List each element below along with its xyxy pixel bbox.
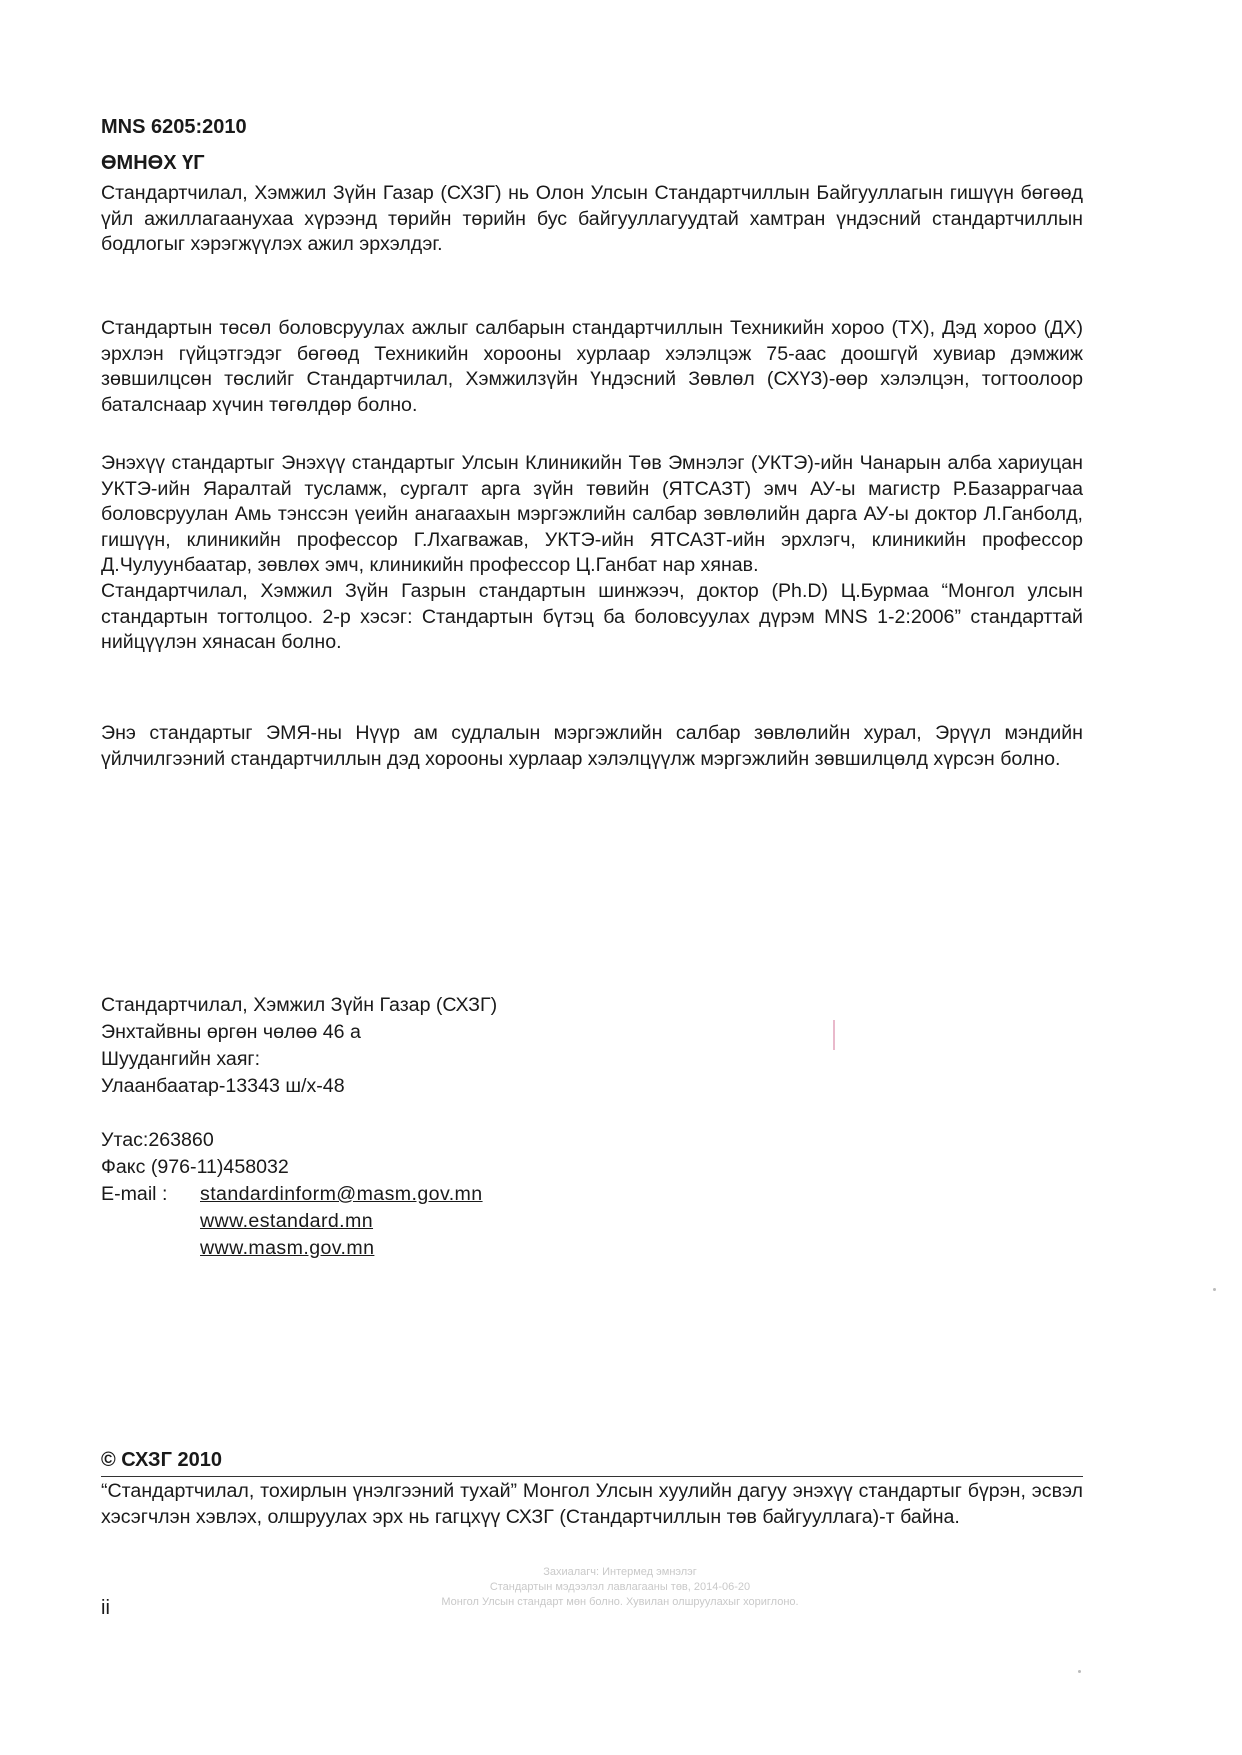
scan-speck (1213, 1288, 1216, 1291)
postal-address (101, 992, 497, 1100)
address-line: Улаанбаатар-13343 ш/х-48 (101, 1075, 345, 1097)
address-line: Стандартчилал, Хэмжил Зүйн Газар (СХЗГ) (101, 994, 498, 1016)
website-row (101, 1208, 483, 1235)
contact-info (101, 1127, 483, 1262)
legal-text: “Стандартчилал, тохирлын үнэлгээний тухай” Монгол Улсын хуулийн дагуу энэхүү стандартыг бүрэн, эсвэл хэсэгчлэн хэвлэх, олшруулах эрх нь гагцхүү СХЗГ (Стандартчиллын төв байгууллага)-т байна. (101, 1480, 1083, 1528)
legal-notice (101, 1479, 1083, 1530)
website-row (101, 1235, 483, 1262)
email-label: E-mail : (101, 1183, 168, 1205)
document-id: MNS 6205:2010 (101, 116, 247, 138)
website-spacer (101, 1235, 200, 1262)
website-link-estandard[interactable]: www.estandard.mn (200, 1210, 374, 1232)
foreword-paragraph-1 (101, 181, 1083, 258)
watermark-line: Захиалагч: Интермед эмнэлэг (543, 1566, 697, 1578)
address-line: Энхтайвны өргөн чөлөө 46 а (101, 1021, 361, 1043)
scan-speck (1078, 1670, 1081, 1673)
copyright-title: © СХЗГ 2010 (101, 1449, 222, 1471)
paragraph-text: Стандартчилал, Хэмжил Зүйн Газар (СХЗГ) нь Олон Улсын Стандартчиллын Байгууллагын гишүүн бөгөөд үйл ажиллагаанyхаа хүрээнд төрийн төрийн бус байгууллагуудтай хамтран үндэсний стандартчиллын бодлогыг хэрэгжүүлэх ажил эрхэлдэг. (101, 182, 1083, 256)
watermark-line: Монгол Улсын стандарт мөн болно. Хувилан олшруулахыг хориглоно. (441, 1596, 799, 1608)
paragraph-text: Энэ стандартыг ЭМЯ-ны Нүүр ам судлалын мэргэжлийн салбар зөвлөлийн хурал, Эрүүл мэндийн үйлчилгээний стандартчиллын дэд хорооны хурлаар хэлэлцүүлж мэргэжлийн зөвшилцөлд хүрсэн болно. (101, 722, 1083, 770)
divider-line (101, 1476, 1083, 1477)
email-link[interactable]: standardinform@masm.gov.mn (200, 1183, 483, 1205)
paragraph-text: Стандартчилал, Хэмжил Зүйн Газрын стандартын шинжээч, доктор (Ph.D) Ц.Бурмаа “Монгол улсын стандартын тогтолцоо. 2-р хэсэг: Стандартын бүтэц ба боловсуулах дүрэм MNS 1-2:2006” стандарттай нийцүүлэн хянасан болно. (101, 579, 1083, 654)
email-row (101, 1181, 483, 1208)
phone: Утас:263860 (101, 1129, 214, 1151)
scan-mark (833, 1020, 835, 1050)
address-line: Шуудангийн хаяг: (101, 1048, 261, 1070)
fax: Факс (976-11)458032 (101, 1156, 289, 1178)
foreword-paragraph-4 (101, 721, 1083, 772)
foreword-paragraph-3 (101, 451, 1083, 656)
website-spacer (101, 1208, 200, 1235)
foreword-heading: ӨМНӨХ ҮГ (101, 152, 205, 174)
page-number: ii (101, 1597, 110, 1619)
website-link-masm[interactable]: www.masm.gov.mn (200, 1237, 375, 1259)
distribution-watermark (300, 1565, 940, 1610)
paragraph-text: Энэхүү стандартыг Энэхүү стандартыг Улсын Клиникийн Төв Эмнэлэг (УКТЭ)-ийн Чанарын алба хариуцан УКТЭ-ийн Яаралтай тусламж, сургалт арга зүйн төвийн (ЯТСАЗТ) эмч АУ-ы магистр Р.Базаррагчаа боловсруулан Амь тэнссэн үеийн анагаахын мэргэжлийн салбар зөвлөлийн дарга АУ-ы доктор Л.Ганболд, гишүүн, клиникийн профессор Г.Лхагважав, УКТЭ-ийн ЯТСАЗТ-ийн эрхлэгч, клиникийн профессор Д.Чулуунбаатар, зөвлөх эмч, клиникийн профессор Ц.Ганбат нар хянав. (101, 452, 1083, 577)
foreword-paragraph-2 (101, 316, 1083, 418)
watermark-line: Стандартын мэдээлэл лавлагааны төв, 2014-06-20 (489, 1581, 751, 1593)
paragraph-text: Стандартын төсөл боловсруулах ажлыг салбарын стандартчиллын Техникийн хороо (ТХ), Дэд хороо (ДХ) эрхлэн гүйцэтгэдэг бөгөөд Техникийн хорооны хурлаар хэлэлцэж 75-аас доошгүй хувиар дэмжиж зөвшилцсөн төслийг Стандартчилал, Хэмжилзүйн Үндэсний Зөвлөл (СХҮЗ)-өөр хэлэлцэн, тогтоолоор баталснаар хүчин төгөлдөр болно. (101, 317, 1083, 416)
